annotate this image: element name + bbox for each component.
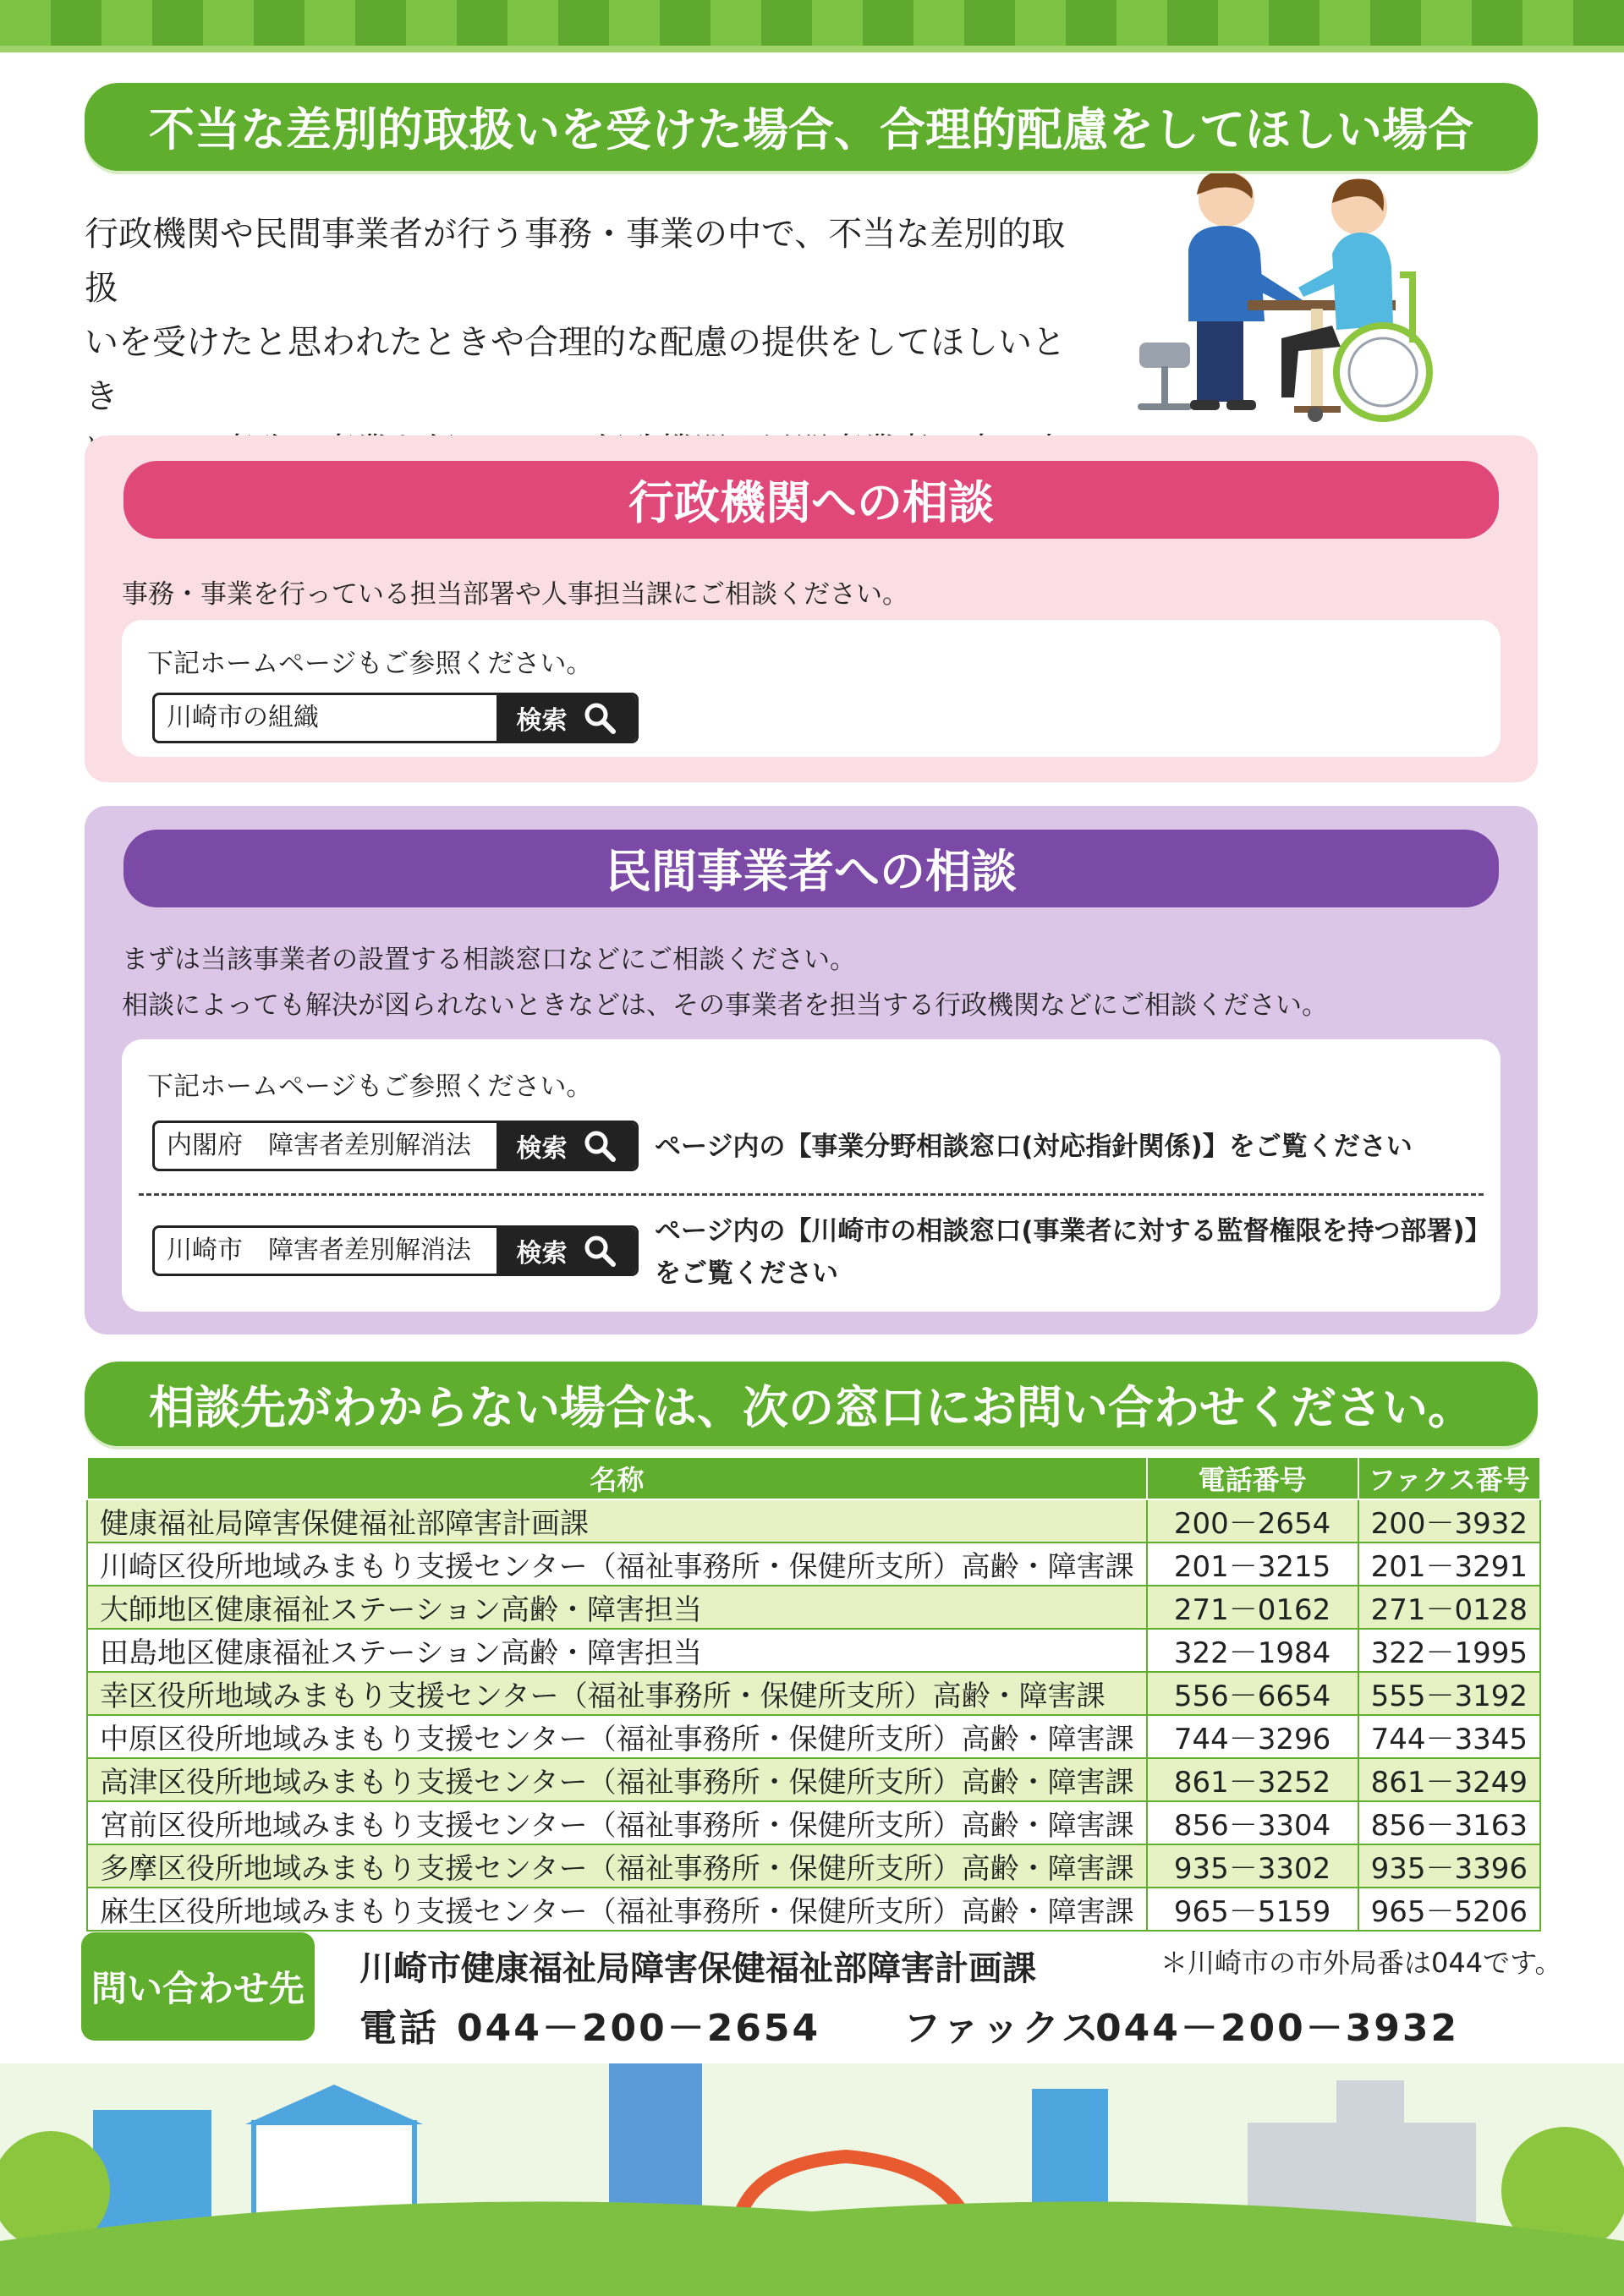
contact-tel: 935－3302 [1147,1844,1358,1888]
contact-tel: 744－3296 [1147,1715,1358,1758]
inquiry-org: 川崎市健康福祉局障害保健福祉部障害計画課 [359,1949,1036,1988]
contact-name: 高津区役所地域みまもり支援センター（福祉事務所・保健所支所）高齢・障害課 [87,1758,1147,1801]
table-row [87,1629,1540,1672]
inquiry-tel: 044－200－2654 [457,2007,821,2050]
cabinet-search-button[interactable] [497,1123,636,1169]
dashed-divider [139,1193,1484,1196]
kawasaki-search-button[interactable] [497,1228,636,1274]
table-row [87,1801,1540,1844]
header-name: 名称 [87,1457,1147,1499]
contact-fax: 861－3249 [1358,1758,1540,1801]
table-row [87,1888,1540,1931]
contact-name: 田島地区健康福祉ステーション高齢・障害担当 [87,1629,1147,1672]
table-row [87,1758,1540,1801]
section-title-banner [85,83,1538,171]
intro-line: いを受けたと思われたときや合理的な配慮の提供をしてほしいとき [85,323,1066,416]
inquiry-badge-label: 問い合わせ先 [91,1968,304,2009]
header-fax: ファクス番号 [1358,1457,1540,1499]
gov-consult-panel [85,436,1538,782]
private-link-note: 下記ホームページもご参照ください。 [147,1071,593,1102]
inquiry-badge [81,1932,315,2041]
top-stripe [0,0,1624,52]
table-row [87,1844,1540,1888]
contact-fax: 935－3396 [1358,1844,1540,1888]
visitor-body [1332,233,1393,330]
contact-tel: 271－0162 [1147,1586,1358,1629]
gov-link-note: 下記ホームページもご参照ください。 [147,649,593,679]
cabinet-search-input[interactable]: 内閣府 障害者差別解消法 [167,1131,471,1160]
search-button-label: 検索 [516,706,568,736]
inquiry-fax-label: ファックス [903,2007,1101,2050]
section-title: 不当な差別的取扱いを受けた場合、合理的配慮をしてほしい場合 [149,103,1473,156]
gov-search-box[interactable] [152,693,639,743]
contact-name: 幸区役所地域みまもり支援センター（福祉事務所・保健所支所）高齢・障害課 [87,1672,1147,1715]
chair-seat [1139,342,1190,368]
private-consult-text-1: まずは当該事業者の設置する相談窓口などにご相談ください。 [122,945,856,975]
search-button-label: 検索 [516,1134,568,1164]
private-consult-title: 民間事業者への相談 [606,845,1017,898]
table-row [87,1672,1540,1715]
contact-fax: 744－3345 [1358,1715,1540,1758]
contact-name: 宮前区役所地域みまもり支援センター（福祉事務所・保健所支所）高齢・障害課 [87,1801,1147,1844]
private-link-box [122,1039,1501,1312]
consultation-illustration [1129,173,1459,431]
search-icon [583,1129,617,1163]
gov-consult-text: 事務・事業を行っている担当部署や人事担当課にご相談ください。 [122,579,908,610]
contact-tel: 201－3215 [1147,1543,1358,1586]
private-consult-panel [85,806,1538,1334]
contact-name: 川崎区役所地域みまもり支援センター（福祉事務所・保健所支所）高齢・障害課 [87,1543,1147,1586]
contact-name: 健康福祉局障害保健福祉部障害計画課 [87,1499,1147,1543]
contacts-table [86,1456,1541,1932]
gov-search-input[interactable]: 川崎市の組織 [167,703,319,732]
search-button-label: 検索 [516,1239,568,1269]
table-row [87,1586,1540,1629]
area-code-note: ＊川崎市の市外局番は044です。 [1160,1947,1562,1979]
gov-consult-title: 行政機関への相談 [628,476,994,529]
cabinet-guide-text: ページ内の【事業分野相談窓口(対応指針関係)】をご覧ください [655,1132,1413,1162]
contact-name: 中原区役所地域みまもり支援センター（福祉事務所・保健所支所）高齢・障害課 [87,1715,1147,1758]
gov-link-box [122,620,1501,757]
contact-fax: 322－1995 [1358,1629,1540,1672]
inquiry-fax: 044－200－3932 [1095,2007,1460,2050]
contact-tel: 556－6654 [1147,1672,1358,1715]
contact-fax: 965－5206 [1358,1888,1540,1931]
table-row [87,1543,1540,1586]
intro-line: 行政機関や民間事業者が行う事務・事業の中で、不当な差別的取扱 [85,215,1066,308]
private-consult-title-bar [123,830,1499,907]
contact-fax: 271－0128 [1358,1586,1540,1629]
contact-fax: 201－3291 [1358,1543,1540,1586]
contact-name: 多摩区役所地域みまもり支援センター（福祉事務所・保健所支所）高齢・障害課 [87,1844,1147,1888]
table-row [87,1715,1540,1758]
search-icon [583,701,617,735]
private-consult-text-2: 相談によっても解決が図られないときなどは、その事業者を担当する行政機関などにご相談ください。 [122,990,1328,1021]
kawasaki-search-input[interactable]: 川崎市 障害者差別解消法 [167,1236,471,1265]
header-tel: 電話番号 [1147,1457,1358,1499]
contact-tel: 322－1984 [1147,1629,1358,1672]
contact-fax: 856－3163 [1358,1801,1540,1844]
contact-fax: 200－3932 [1358,1499,1540,1543]
contact-fax: 555－3192 [1358,1672,1540,1715]
contact-tel: 861－3252 [1147,1758,1358,1801]
kawasaki-search-box[interactable] [152,1225,639,1276]
gov-search-button[interactable] [497,695,636,741]
contact-tel: 965－5159 [1147,1888,1358,1931]
contact-tel: 200－2654 [1147,1499,1358,1543]
table-row [87,1499,1540,1543]
contacts-title: 相談先がわからない場合は、次の窓口にお問い合わせください。 [149,1381,1473,1434]
contact-name: 麻生区役所地域みまもり支援センター（福祉事務所・保健所支所）高齢・障害課 [87,1888,1147,1931]
cabinet-search-box[interactable] [152,1121,639,1171]
contacts-title-banner [85,1362,1538,1446]
search-icon [583,1234,617,1268]
inquiry-tel-label: 電話 [359,2007,439,2050]
kawasaki-guide-text: ページ内の【川崎市の相談窓口(事業者に対する監督権限を持つ部署)】をご覧ください [655,1216,1479,1289]
table-header-row [87,1457,1540,1499]
green-hill [0,2201,1624,2296]
gov-consult-title-bar [123,461,1499,539]
town-illustration [0,2063,1624,2296]
contact-name: 大師地区健康福祉ステーション高齢・障害担当 [87,1586,1147,1629]
contact-tel: 856－3304 [1147,1801,1358,1844]
